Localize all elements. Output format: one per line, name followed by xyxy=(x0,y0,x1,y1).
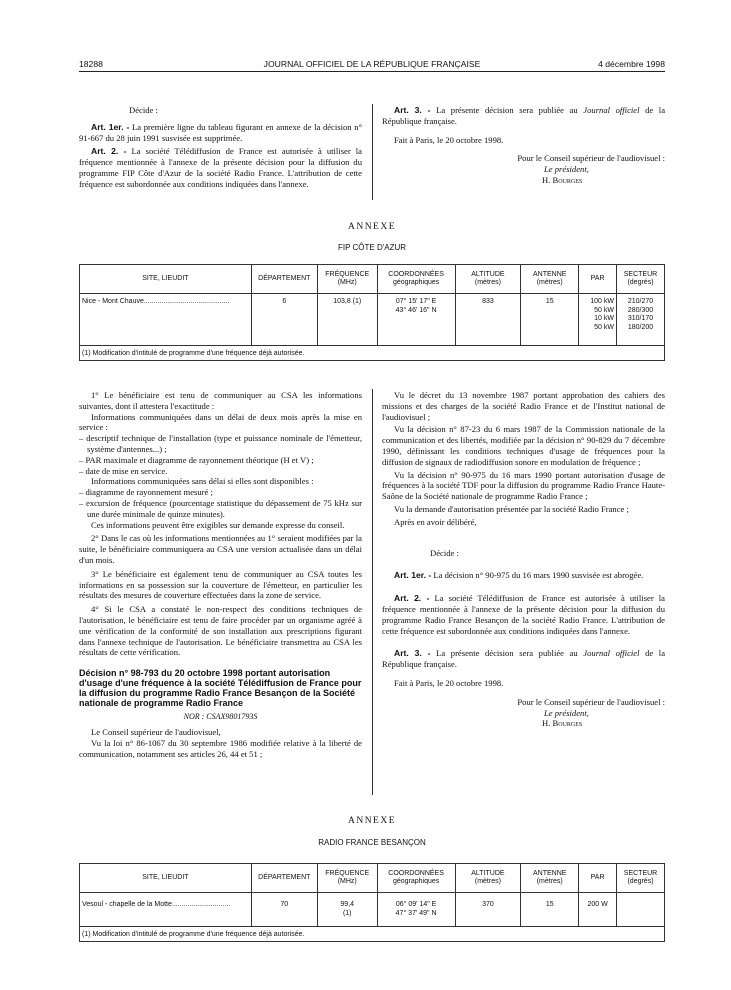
column-divider-2 xyxy=(372,389,373,795)
decision-title: Décision n° 98-793 du 20 octobre 1998 portant autorisation d'usage d'une fréquence à la société Télédiffusion de France pour la diffusion du programme Radio France Besançon de la Société nationale de programme Radio France xyxy=(79,668,362,709)
header-rule xyxy=(79,71,665,72)
article-3-label: Art. 3. - xyxy=(394,105,431,115)
para-8: Le Conseil supérieur de l'audiovisuel, xyxy=(91,726,221,737)
visa-5: Après en avoir délibéré, xyxy=(394,516,477,527)
cell-par: 100 kW 50 kW 10 kW 50 kW xyxy=(579,294,617,346)
col-secteur: SECTEUR (degrés) xyxy=(617,265,665,294)
signatory-name-2: H. Bourges xyxy=(542,718,583,729)
para-6: 3° Le bénéficiaire est également tenu de communiquer au CSA toutes les informations en sa possession sur la couverture de l'émetteur, en particulier les résultats des mesures de couverture effectuées dans la zone de service. xyxy=(79,568,362,601)
table-note: (1) Modification d'intitulé de programme d'une fréquence déjà autorisée. xyxy=(80,927,665,942)
table-row xyxy=(80,294,665,346)
col-site: SITE, LIEUDIT xyxy=(80,864,252,893)
col-par: PAR xyxy=(579,265,617,294)
article-3-text-a: La présente décision sera publiée au xyxy=(436,105,578,115)
top-right-column xyxy=(382,105,665,186)
annexe-2-subtitle: RADIO FRANCE BESANÇON xyxy=(318,838,426,847)
visa-3: Vu la décision n° 90-975 du 16 mars 1990 portant autorisation d'usage de fréquences à la société TDF pour la diffusion du programme Radio France Haute-Saône de la Société nationale de programme Radio France ; xyxy=(382,469,665,502)
table-header-row xyxy=(80,265,665,294)
visa-4: Vu la demande d'autorisation présentée par la société Radio France ; xyxy=(394,503,629,514)
col-coordonnees: COORDONNÉES géographiques xyxy=(377,265,455,294)
column-divider xyxy=(372,104,373,200)
bullet-2: – PAR maximale et diagramme de rayonnement théorique (H et V) ; xyxy=(79,454,314,465)
para-3: Informations communiquées sans délai si elles sont disponibles : xyxy=(91,476,314,487)
page-number: 18288 xyxy=(79,59,103,69)
col-secteur: SECTEUR (degrés) xyxy=(617,864,665,893)
table-note-row xyxy=(80,927,665,942)
annexe-1-table xyxy=(79,264,665,361)
signatory-name: H. Bourges xyxy=(542,174,583,185)
visa-1: Vu le décret du 13 novembre 1987 portant approbation des cahiers des missions et des charges de la société Radio France et de l'Institut national de l'audiovisuel ; xyxy=(382,390,665,422)
col-frequence: FRÉQUENCE (MHz) xyxy=(317,864,377,893)
para-2: Informations communiquées dans un délai de deux mois après la mise en service : xyxy=(79,411,362,433)
visa-2: Vu la décision n° 87-23 du 6 mars 1987 de la Commission nationale de la communication et des libertés, modifiée par la décision n° 90-829 du 7 décembre 1990, définissant les conditions techniques d'usage de fréquences pour la diffusion de signaux de radiodiffusion sonore en modulation de fréquence ; xyxy=(382,424,665,467)
col-altitude: ALTITUDE (mètres) xyxy=(455,265,521,294)
cell-altitude: 833 xyxy=(455,294,521,346)
article-1-b-text: La décision n° 90-975 du 16 mars 1990 susvisée est abrogée. xyxy=(433,570,644,581)
para-9: Vu la loi n° 86-1067 du 30 septembre 1986 modifiée relative à la liberté de communication, notamment ses articles 26, 44 et 51 ; xyxy=(79,737,362,759)
article-2-text: La société Télédiffusion de France est autorisée à utiliser la fréquence mentionnée à l'annexe de la présente décision pour la diffusion du programme FIP Côte d'Azur de la société Radio France. L'attribution de cette fréquence est subordonnée aux conditions indiquées dans l'annexe. xyxy=(79,146,363,189)
annexe-1-subtitle: FIP CÔTE D'AZUR xyxy=(337,243,407,252)
article-3-b-text-b: de la République française. xyxy=(382,648,666,670)
nor-reference: NOR : CSAX9801793S xyxy=(183,712,258,722)
cell-frequence: 103,8 (1) xyxy=(317,294,377,346)
cell-secteur xyxy=(617,893,665,927)
table-row xyxy=(80,893,665,927)
cell-coordonnees: 07° 15' 17" E 43° 46' 16" N xyxy=(377,294,455,346)
col-departement: DÉPARTEMENT xyxy=(251,864,317,893)
article-3-journal: Journal officiel xyxy=(583,105,640,115)
signatory-title-2: Le président, xyxy=(544,707,589,718)
cell-departement: 6 xyxy=(251,294,317,346)
table-note-row xyxy=(80,346,665,361)
article-2-b-label: Art. 2. - xyxy=(394,593,430,604)
decide-label: Décide : xyxy=(129,105,158,115)
table-note: (1) Modification d'intitulé de programme d'une fréquence déjà autorisée. xyxy=(80,346,665,361)
signatory-title: Le président, xyxy=(544,164,589,175)
mid-left-column xyxy=(79,390,362,759)
article-1 xyxy=(79,122,362,144)
article-2-b xyxy=(382,593,665,636)
signatory-council-2: Pour le Conseil supérieur de l'audiovisuel : xyxy=(517,696,665,707)
col-par: PAR xyxy=(579,864,617,893)
article-1-label: Art. 1er. - xyxy=(91,121,130,132)
table-header-row xyxy=(80,864,665,893)
para-5: 2° Dans le cas où les informations mentionnées au 1° seraient modifiées par la suite, le bénéficiaire communiquera au CSA une version actualisée dans un délai d'un mois. xyxy=(79,533,362,565)
article-1-text: La première ligne du tableau figurant en annexe de la décision n° 91-667 du 28 juin 1991 susvisée est supprimée. xyxy=(79,121,363,143)
article-3-b xyxy=(382,648,665,670)
article-2 xyxy=(79,146,362,189)
fait-a-paris-2: Fait à Paris, le 20 octobre 1998. xyxy=(394,677,504,688)
annexe-2-table xyxy=(79,863,665,942)
signatory-council: Pour le Conseil supérieur de l'audiovisuel : xyxy=(517,153,665,164)
cell-departement: 70 xyxy=(251,893,317,927)
col-antenne: ANTENNE (mètres) xyxy=(521,864,579,893)
article-2-label: Art. 2. - xyxy=(91,146,127,157)
col-departement: DÉPARTEMENT xyxy=(251,265,317,294)
cell-frequence: 99,4 (1) xyxy=(317,893,377,927)
col-coordonnees: COORDONNÉES géographiques xyxy=(377,864,455,893)
annexe-1-title: ANNEXE xyxy=(347,222,397,232)
para-4: Ces informations peuvent être exigibles sur demande expresse du conseil. xyxy=(91,519,345,530)
cell-altitude: 370 xyxy=(455,893,521,927)
article-3 xyxy=(382,105,665,127)
article-3-b-journal: Journal officiel xyxy=(583,648,640,659)
issue-date: 4 décembre 1998 xyxy=(598,59,665,69)
article-2-b-text: La société Télédiffusion de France est autorisée à utiliser la fréquence mentionnée à l'annexe de la présente décision pour la diffusion du programme Radio France Besançon de la société Radio France. L'attribution de cette fréquence est subordonnée aux conditions indiquées dans l'annexe. xyxy=(382,593,666,636)
article-1-b-label: Art. 1er. - xyxy=(394,570,432,581)
bullet-5: – excursion de fréquence (pourcentage statistique du dépassement de 75 kHz sur une durée minimale de quinze minutes). xyxy=(79,497,362,519)
mid-right-column xyxy=(382,390,665,729)
col-site: SITE, LIEUDIT xyxy=(80,265,252,294)
annexe-2-title: ANNEXE xyxy=(347,816,397,826)
decide-label-2: Décide : xyxy=(430,547,459,558)
journal-title: JOURNAL OFFICIEL DE LA RÉPUBLIQUE FRANÇAISE xyxy=(263,59,481,69)
bullet-3: – date de mise en service. xyxy=(79,465,168,476)
bullet-4: – diagramme de rayonnement mesuré ; xyxy=(79,487,213,498)
bullet-1: – descriptif technique de l'installation (type et puissance nominale de l'émetteur, système d'antennes...) ; xyxy=(79,433,362,454)
fait-a-paris: Fait à Paris, le 20 octobre 1998. xyxy=(394,134,504,145)
article-3-text-b: de la République française. xyxy=(382,105,666,126)
cell-secteur: 210/270 280/300 310/170 180/200 xyxy=(617,294,665,346)
col-antenne: ANTENNE (mètres) xyxy=(521,265,579,294)
para-7: 4° Si le CSA a constaté le non-respect des conditions techniques de l'autorisation, le bénéficiaire est tenu de faire procéder par un organisme agréé à une vérification de la conformité de son installation aux prescriptions figurant dans l'annexe technique de l'autorisation. Le bénéficiaire transmettra au CSA les résultats de cette vérification. xyxy=(79,604,362,658)
col-altitude: ALTITUDE (mètres) xyxy=(455,864,521,893)
cell-par: 200 W xyxy=(579,893,617,927)
article-3-b-label: Art. 3. - xyxy=(394,648,431,659)
article-3-b-text-a: La présente décision sera publiée au xyxy=(436,648,578,659)
top-left-column xyxy=(79,105,362,190)
cell-antenne: 15 xyxy=(521,294,579,346)
cell-coordonnees: 06° 09' 14" E 47° 37' 49" N xyxy=(377,893,455,927)
cell-antenne: 15 xyxy=(521,893,579,927)
cell-site: Vesoul - chapelle de la Motte.............................. xyxy=(80,893,252,927)
col-frequence: FRÉQUENCE (MHz) xyxy=(317,265,377,294)
article-1-b xyxy=(382,570,665,581)
para-1: 1° Le bénéficiaire est tenu de communiquer au CSA les informations suivantes, dont il attestera l'exactitude : xyxy=(79,390,362,411)
cell-site: Nice - Mont Chauve............................................ xyxy=(80,294,252,346)
